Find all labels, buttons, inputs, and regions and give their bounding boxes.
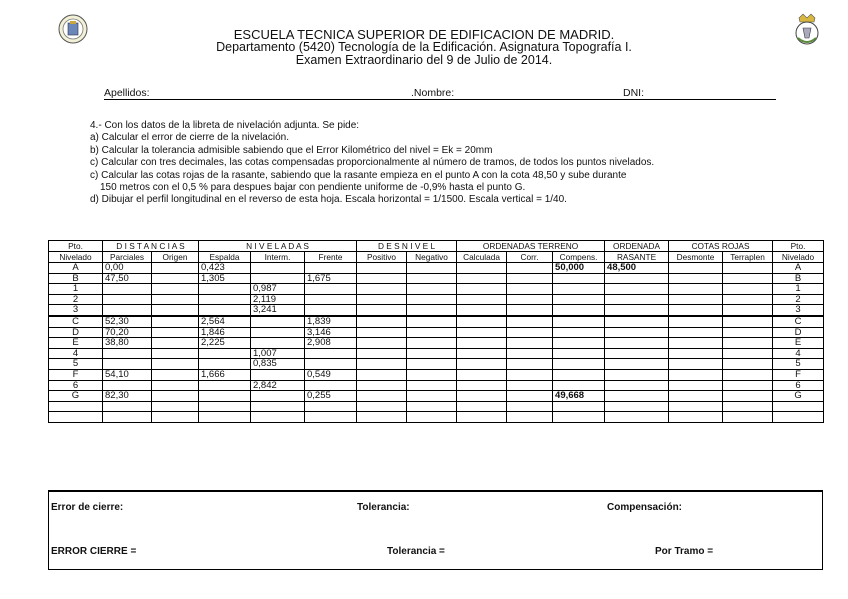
table-row — [49, 348, 824, 359]
table-cell — [507, 294, 553, 305]
header-cell: Interm. — [251, 252, 305, 263]
table-cell — [669, 401, 723, 412]
table-row — [49, 380, 824, 391]
table-cell — [553, 380, 605, 391]
table-cell: 0,00 — [103, 263, 152, 274]
table-cell: 4 — [773, 348, 824, 359]
table-cell: 47,50 — [103, 273, 152, 284]
table-cell — [723, 305, 773, 316]
header-cell: Frente — [305, 252, 357, 263]
table-cell — [457, 338, 507, 349]
table-cell — [357, 284, 407, 295]
table-cell — [357, 348, 407, 359]
header-cell: ORDENADA — [605, 241, 669, 252]
table-row — [49, 391, 824, 402]
table-cell — [152, 338, 199, 349]
table-row — [49, 284, 824, 295]
table-cell: F — [773, 369, 824, 380]
table-cell: 2 — [773, 294, 824, 305]
table-row — [49, 412, 824, 423]
table-cell: 2,564 — [199, 316, 251, 327]
table-cell: 2 — [49, 294, 103, 305]
header-cell: D I S T A N C I A S — [103, 241, 199, 252]
problem-line: a) Calcular el error de cierre de la nivelación. — [90, 132, 289, 144]
header-cell: Desmonte — [669, 252, 723, 263]
table-cell — [199, 412, 251, 423]
table-cell — [507, 348, 553, 359]
table-cell — [199, 348, 251, 359]
table-cell — [457, 273, 507, 284]
table-cell — [723, 327, 773, 338]
table-cell — [553, 305, 605, 316]
table-cell — [152, 380, 199, 391]
compensation-label: Compensación: — [607, 502, 683, 513]
table-cell — [457, 305, 507, 316]
table-cell — [457, 401, 507, 412]
table-cell — [507, 338, 553, 349]
table-cell: 6 — [49, 380, 103, 391]
table-cell — [103, 380, 152, 391]
table-cell — [305, 305, 357, 316]
table-cell: 1,666 — [199, 369, 251, 380]
table-cell: 1 — [49, 284, 103, 295]
table-cell — [152, 316, 199, 327]
table-cell — [199, 391, 251, 402]
table-cell — [103, 412, 152, 423]
table-cell — [723, 316, 773, 327]
table-cell: 4 — [49, 348, 103, 359]
table-cell — [507, 327, 553, 338]
table-cell — [407, 380, 457, 391]
table-cell — [723, 359, 773, 370]
table-cell — [199, 401, 251, 412]
table-cell — [669, 327, 723, 338]
table-cell — [407, 294, 457, 305]
table-cell — [251, 391, 305, 402]
table-cell — [507, 391, 553, 402]
table-cell: 3,146 — [305, 327, 357, 338]
table-cell: F — [49, 369, 103, 380]
table-cell — [103, 401, 152, 412]
table-cell — [507, 284, 553, 295]
table-cell — [357, 316, 407, 327]
table-cell — [605, 380, 669, 391]
header-cell: RASANTE — [605, 252, 669, 263]
table-cell — [49, 412, 103, 423]
table-cell — [723, 401, 773, 412]
table-cell — [605, 401, 669, 412]
table-cell — [669, 294, 723, 305]
table-cell — [507, 263, 553, 274]
table-cell — [507, 316, 553, 327]
table-row — [49, 263, 824, 274]
table-cell — [152, 391, 199, 402]
table-cell — [669, 412, 723, 423]
table-cell — [152, 401, 199, 412]
table-cell: D — [773, 327, 824, 338]
table-cell: A — [49, 263, 103, 274]
table-cell: G — [773, 391, 824, 402]
table-cell — [152, 327, 199, 338]
table-cell: 49,668 — [553, 391, 605, 402]
header-cell: Nivelado — [773, 252, 824, 263]
table-cell: 0,987 — [251, 284, 305, 295]
problem-line: d) Dibujar el perfil longitudinal en el reverso de esta hoja. Escala horizontal = 1/1500. Escala vertical = 1/40. — [90, 194, 567, 206]
table-cell: 1 — [773, 284, 824, 295]
table-cell: 5 — [49, 359, 103, 370]
header-cell: Pto. — [49, 241, 103, 252]
department-line: Departamento (5420) Tecnología de la Edificación. Asignatura Topografía I. — [216, 40, 632, 54]
table-cell: 54,10 — [103, 369, 152, 380]
table-cell — [553, 359, 605, 370]
table-cell — [723, 391, 773, 402]
table-cell — [669, 338, 723, 349]
table-cell — [357, 294, 407, 305]
group-header-row — [49, 241, 824, 252]
table-cell — [605, 273, 669, 284]
table-cell — [723, 273, 773, 284]
table-cell — [199, 294, 251, 305]
table-cell — [407, 348, 457, 359]
table-cell — [305, 348, 357, 359]
table-cell — [305, 263, 357, 274]
table-cell: 1,846 — [199, 327, 251, 338]
table-cell: 2,225 — [199, 338, 251, 349]
table-cell — [507, 305, 553, 316]
table-cell: 1,305 — [199, 273, 251, 284]
table-cell — [305, 284, 357, 295]
table-cell — [605, 305, 669, 316]
table-cell — [199, 305, 251, 316]
table-cell — [251, 338, 305, 349]
table-cell — [49, 401, 103, 412]
table-cell — [457, 369, 507, 380]
table-cell: 6 — [773, 380, 824, 391]
table-cell — [357, 338, 407, 349]
surname-label: Apellidos: — [104, 87, 150, 99]
table-cell — [103, 359, 152, 370]
table-cell — [553, 348, 605, 359]
table-cell — [669, 284, 723, 295]
table-cell: D — [49, 327, 103, 338]
table-cell — [251, 412, 305, 423]
table-cell — [305, 359, 357, 370]
table-cell — [553, 284, 605, 295]
table-cell — [553, 412, 605, 423]
table-cell — [152, 273, 199, 284]
leveling-table — [48, 240, 824, 423]
table-cell: B — [49, 273, 103, 284]
table-cell — [407, 412, 457, 423]
table-cell — [669, 305, 723, 316]
table-cell — [357, 359, 407, 370]
header-cell: Compens. — [553, 252, 605, 263]
table-cell — [605, 294, 669, 305]
header-cell: Calculada — [457, 252, 507, 263]
table-cell — [605, 359, 669, 370]
table-cell: 38,80 — [103, 338, 152, 349]
table-cell — [457, 359, 507, 370]
table-cell — [152, 263, 199, 274]
table-cell — [251, 327, 305, 338]
table-row — [49, 401, 824, 412]
table-cell: 70,20 — [103, 327, 152, 338]
table-cell: A — [773, 263, 824, 274]
table-cell — [199, 380, 251, 391]
table-cell — [407, 316, 457, 327]
table-cell — [357, 401, 407, 412]
table-cell: E — [49, 338, 103, 349]
header-cell: Espalda — [199, 252, 251, 263]
table-cell — [605, 391, 669, 402]
table-cell — [407, 284, 457, 295]
results-box — [48, 490, 823, 570]
table-cell — [152, 348, 199, 359]
table-cell — [669, 348, 723, 359]
table-cell — [199, 284, 251, 295]
table-cell — [773, 412, 824, 423]
table-cell — [605, 284, 669, 295]
table-cell: 48,500 — [605, 263, 669, 274]
table-cell — [407, 369, 457, 380]
table-cell — [357, 273, 407, 284]
table-cell: 1,839 — [305, 316, 357, 327]
table-cell — [723, 369, 773, 380]
table-cell: 2,119 — [251, 294, 305, 305]
table-cell — [669, 273, 723, 284]
table-cell — [457, 348, 507, 359]
header-cell: Positivo — [357, 252, 407, 263]
table-cell — [152, 284, 199, 295]
header-cell: D E S N I V E L — [357, 241, 457, 252]
problem-line: c) Calcular con tres decimales, las cotas compensadas proporcionalmente al número de tramos, de todos los puntos nivelados. — [90, 157, 655, 169]
header-cell: ORDENADAS TERRENO — [457, 241, 605, 252]
table-cell — [605, 316, 669, 327]
table-cell — [723, 380, 773, 391]
table-cell — [723, 348, 773, 359]
header-cell: Pto. — [773, 241, 824, 252]
header-cell: Parciales — [103, 252, 152, 263]
table-cell — [407, 305, 457, 316]
table-cell — [305, 380, 357, 391]
table-cell — [605, 327, 669, 338]
per-segment-equation: Por Tramo = — [655, 546, 714, 557]
table-cell — [199, 359, 251, 370]
tolerance-label: Tolerancia: — [357, 502, 410, 513]
table-cell — [507, 412, 553, 423]
table-cell: G — [49, 391, 103, 402]
table-cell: 3 — [773, 305, 824, 316]
table-cell — [605, 369, 669, 380]
table-cell: 0,549 — [305, 369, 357, 380]
problem-line: b) Calcular la tolerancia admisible sabiendo que el Error Kilométrico del nivel = Ek = 20mm — [90, 144, 493, 156]
problem-line: 4.- Con los datos de la libreta de nivelación adjunta. Se pide: — [90, 120, 360, 131]
table-cell — [507, 359, 553, 370]
table-cell — [553, 369, 605, 380]
table-cell — [305, 401, 357, 412]
table-cell — [103, 305, 152, 316]
table-cell — [723, 294, 773, 305]
table-cell — [457, 284, 507, 295]
table-cell — [103, 284, 152, 295]
table-cell — [407, 273, 457, 284]
table-row — [49, 359, 824, 370]
table-cell — [357, 305, 407, 316]
table-cell — [553, 327, 605, 338]
table-cell: 82,30 — [103, 391, 152, 402]
table-cell: 3 — [49, 305, 103, 316]
table-cell — [251, 263, 305, 274]
table-cell — [669, 380, 723, 391]
header-cell: Origen — [152, 252, 199, 263]
table-cell — [305, 294, 357, 305]
error-equation: ERROR CIERRE = — [51, 546, 137, 557]
table-cell — [605, 338, 669, 349]
table-cell — [457, 391, 507, 402]
table-row — [49, 273, 824, 284]
name-label: .Nombre: — [411, 87, 455, 99]
table-cell: E — [773, 338, 824, 349]
table-cell — [357, 369, 407, 380]
id-underline — [104, 99, 776, 100]
table-cell — [553, 294, 605, 305]
table-cell — [357, 412, 407, 423]
table-cell: C — [773, 316, 824, 327]
table-cell — [605, 412, 669, 423]
table-cell — [251, 369, 305, 380]
table-cell: 0,255 — [305, 391, 357, 402]
table-row — [49, 327, 824, 338]
header-cell: Corr. — [507, 252, 553, 263]
error-label: Error de cierre: — [51, 502, 124, 513]
header-cell: COTAS ROJAS — [669, 241, 773, 252]
table-cell — [553, 338, 605, 349]
table-cell — [723, 412, 773, 423]
table-cell: B — [773, 273, 824, 284]
table-row — [49, 369, 824, 380]
table-cell: 2,908 — [305, 338, 357, 349]
table-cell — [605, 348, 669, 359]
table-cell — [251, 401, 305, 412]
problem-line: 150 metros con el 0,5 % para despues bajar con pendiente uniforme de -0,9% hasta el punto G. — [100, 182, 526, 194]
table-cell — [407, 263, 457, 274]
table-cell — [669, 263, 723, 274]
table-cell — [407, 401, 457, 412]
exam-line: Examen Extraordinario del 9 de Julio de 2014. — [295, 53, 553, 67]
table-cell — [507, 401, 553, 412]
table-cell — [553, 316, 605, 327]
problem-statement — [90, 120, 654, 207]
table-cell — [723, 263, 773, 274]
table-cell — [723, 338, 773, 349]
table-row — [49, 294, 824, 305]
table-cell — [152, 294, 199, 305]
table-cell — [669, 316, 723, 327]
table-cell — [103, 348, 152, 359]
table-cell — [457, 380, 507, 391]
table-cell — [507, 380, 553, 391]
table-cell — [407, 338, 457, 349]
table-cell — [152, 369, 199, 380]
table-cell: 5 — [773, 359, 824, 370]
table-cell — [669, 369, 723, 380]
dni-label: DNI: — [623, 87, 644, 99]
table-cell — [457, 316, 507, 327]
table-cell — [357, 380, 407, 391]
header-cell: N I V E L A D A S — [199, 241, 357, 252]
table-cell — [407, 359, 457, 370]
table-cell — [553, 273, 605, 284]
table-cell — [152, 412, 199, 423]
table-cell — [507, 273, 553, 284]
sub-header-row — [49, 252, 824, 263]
table-cell: 3,241 — [251, 305, 305, 316]
school-title: ESCUELA TECNICA SUPERIOR DE EDIFICACION DE MADRID. — [233, 27, 615, 42]
table-cell — [553, 401, 605, 412]
table-cell — [669, 391, 723, 402]
table-cell — [251, 273, 305, 284]
table-cell: 0,423 — [199, 263, 251, 274]
table-cell — [507, 369, 553, 380]
table-row — [49, 316, 824, 327]
table-cell — [457, 294, 507, 305]
table-cell: C — [49, 316, 103, 327]
table-cell — [407, 391, 457, 402]
table-cell — [103, 294, 152, 305]
table-cell — [457, 412, 507, 423]
header-cell: Terraplen — [723, 252, 773, 263]
table-cell — [407, 327, 457, 338]
table-cell — [357, 263, 407, 274]
table-cell — [457, 263, 507, 274]
table-cell — [723, 284, 773, 295]
table-cell — [251, 316, 305, 327]
table-row — [49, 305, 824, 316]
table-cell — [152, 359, 199, 370]
table-cell — [152, 305, 199, 316]
table-cell: 1,675 — [305, 273, 357, 284]
table-cell: 52,30 — [103, 316, 152, 327]
table-cell — [357, 391, 407, 402]
header-cell: Nivelado — [49, 252, 103, 263]
header-cell: Negativo — [407, 252, 457, 263]
table-cell — [305, 412, 357, 423]
problem-line: c) Calcular las cotas rojas de la rasante, sabiendo que la rasante empieza en el punto A con la cota 48,50 y sube durante — [90, 169, 627, 181]
table-cell: 0,835 — [251, 359, 305, 370]
table-cell: 1,007 — [251, 348, 305, 359]
table-cell — [669, 359, 723, 370]
table-row — [49, 338, 824, 349]
table-cell: 2,842 — [251, 380, 305, 391]
table-cell — [357, 327, 407, 338]
table-cell — [457, 327, 507, 338]
table-cell — [773, 401, 824, 412]
table-cell: 50,000 — [553, 263, 605, 274]
tolerance-equation: Tolerancia = — [387, 546, 445, 557]
